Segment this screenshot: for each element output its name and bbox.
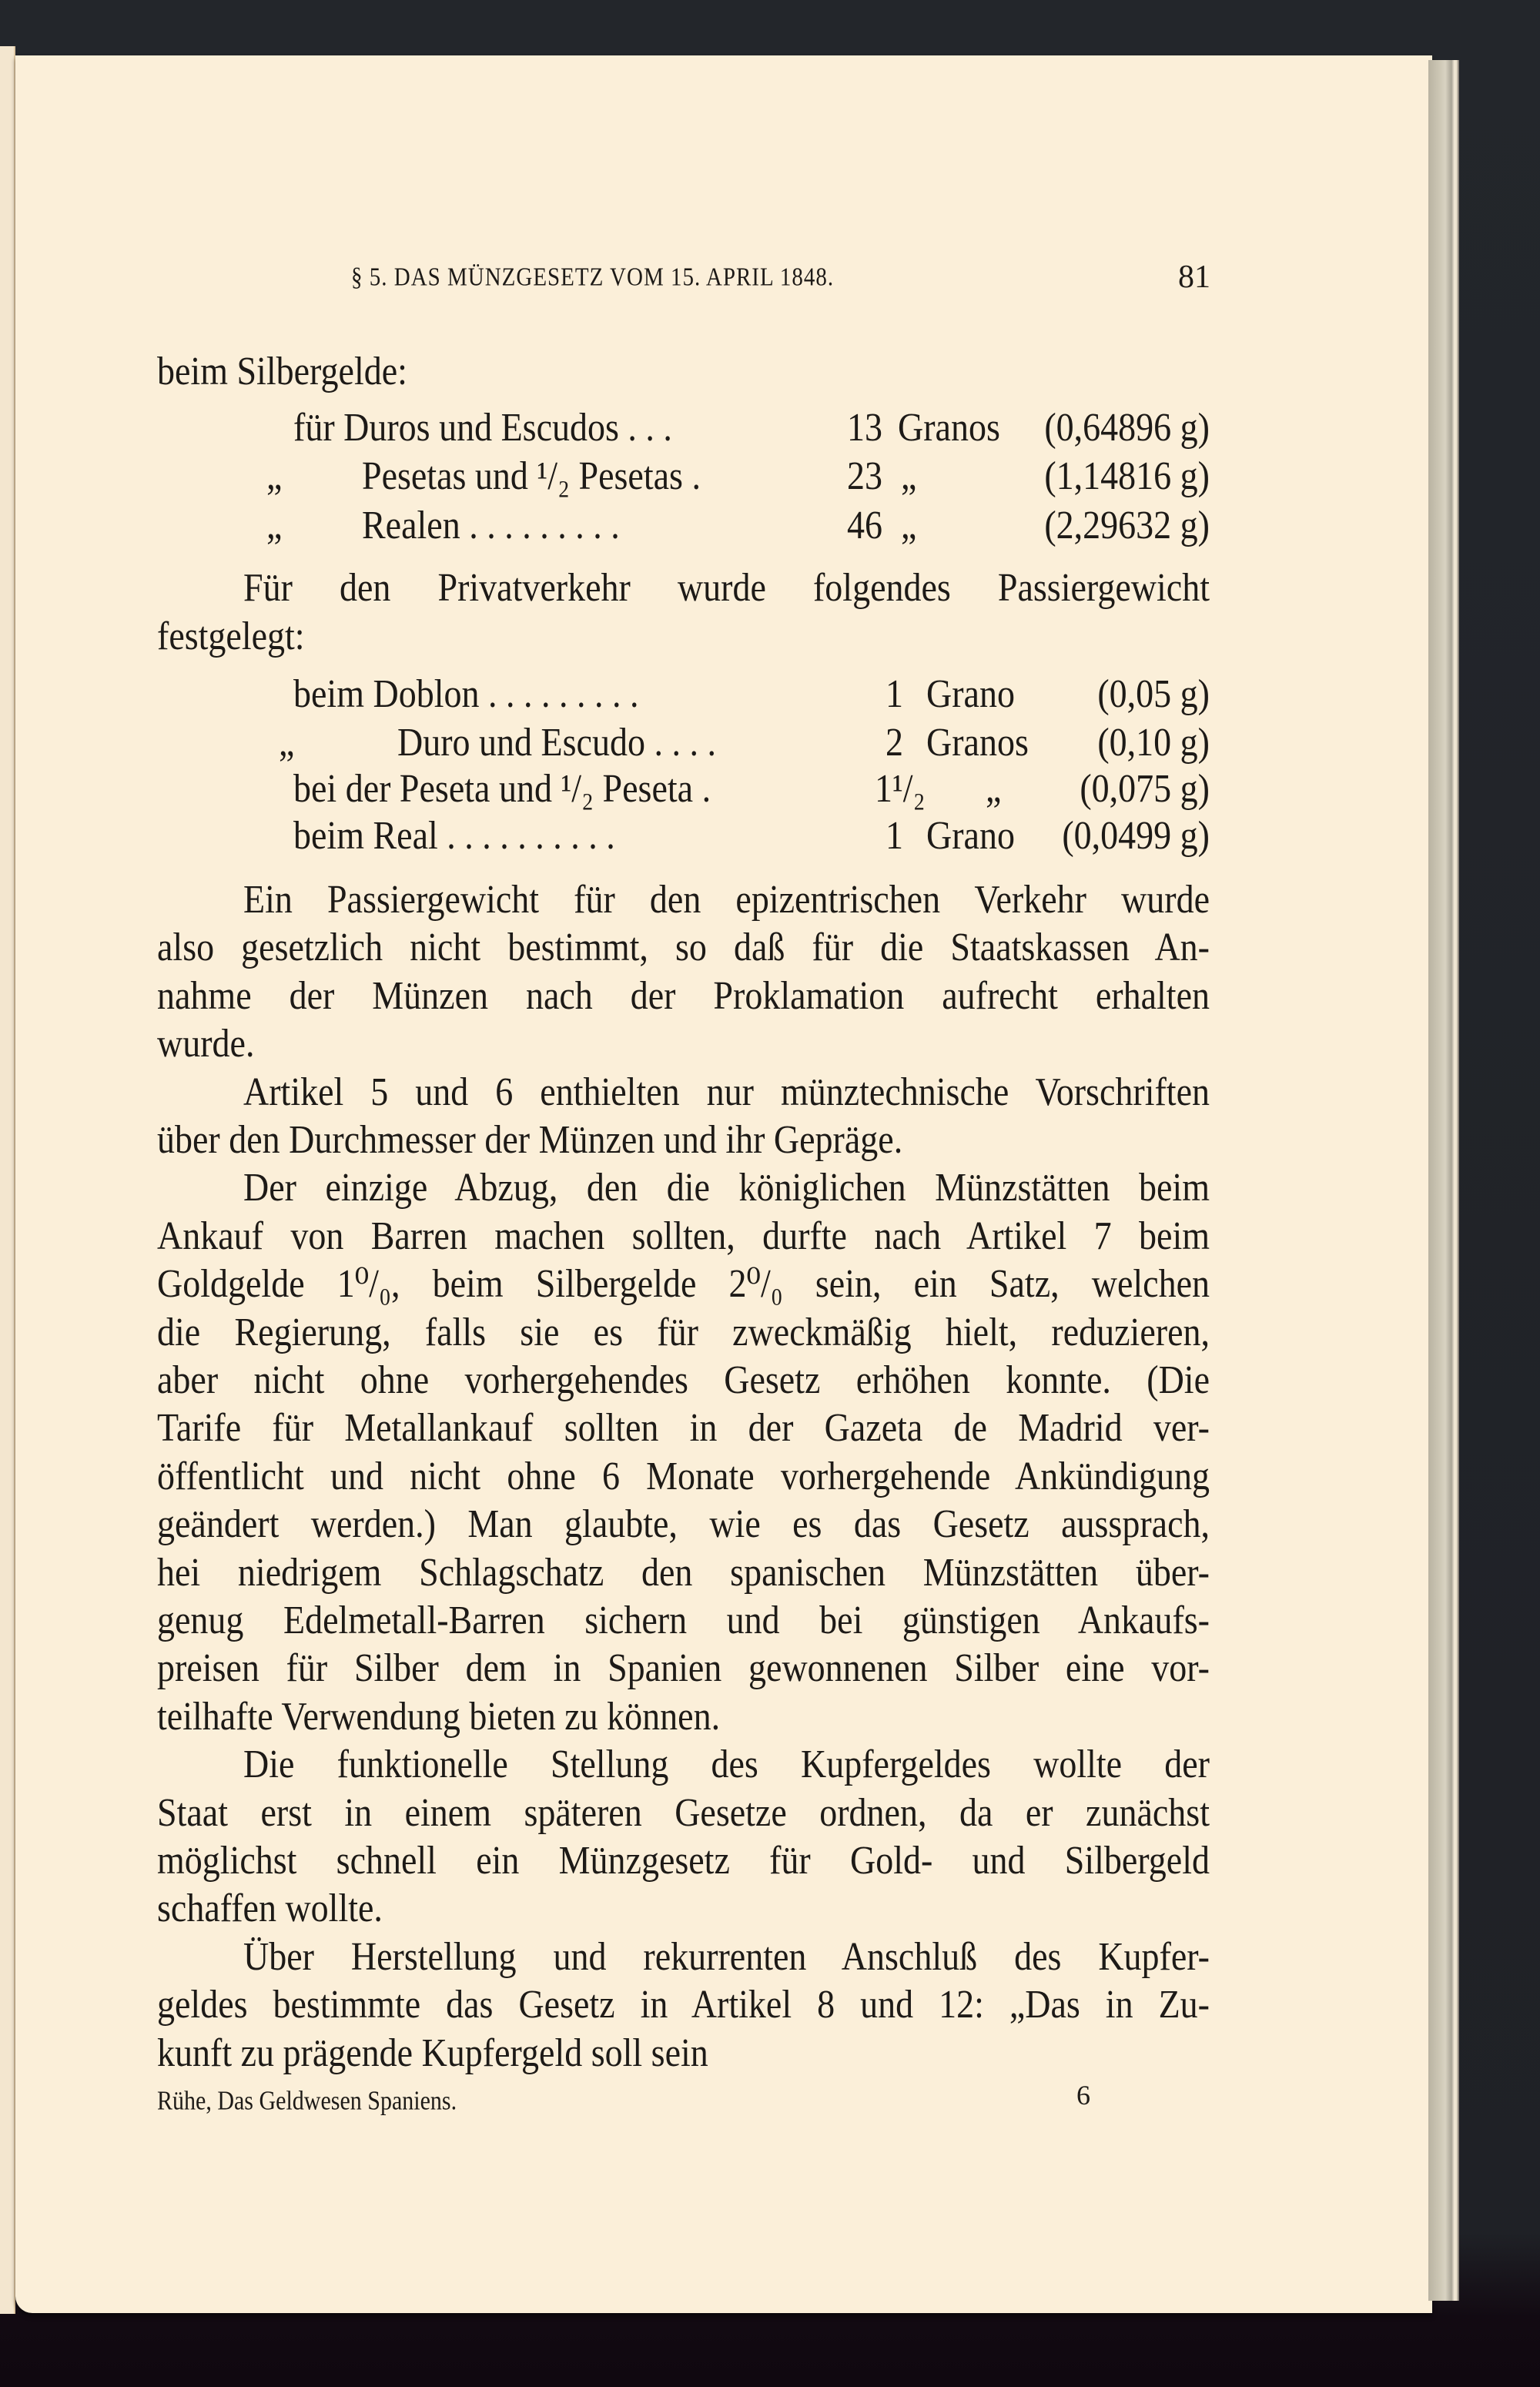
ditto-mark: „ — [279, 719, 295, 764]
unit: „ — [901, 502, 917, 547]
paragraph-line: über den Durchmesser der Münzen und ihr Gepräge. — [157, 1116, 903, 1161]
paragraph-line: genug Edelmetall-Barren sichern und bei günstigen Ankaufs- — [157, 1597, 1210, 1642]
paragraph-line: Für den Privatverkehr wurde folgendes Passiergewicht — [243, 564, 1210, 609]
paragraph-line: öffentlicht und nicht ohne 6 Monate vorhergehende Ankündigung — [157, 1453, 1210, 1498]
paragraph-line: die Regierung, falls sie es für zweckmäßig hielt, reduzieren, — [157, 1309, 1210, 1354]
paragraph-line: Ein Passiergewicht für den epizentrischen Verkehr wurde — [243, 876, 1210, 921]
gram-value: (0,10 g) — [1097, 719, 1210, 764]
granos-value: 2 — [886, 719, 903, 764]
table-row — [0, 718, 1210, 767]
paragraph-line: also gesetzlich nicht bestimmt, so daß für die Staatskassen An- — [157, 925, 1210, 969]
paragraph-line: Staat erst in einem späteren Gesetze ordnen, da er zunächst — [157, 1789, 1210, 1834]
paragraph-line: Die funktionelle Stellung des Kupfergeldes wollte der — [243, 1742, 1210, 1786]
running-header: § 5. DAS MÜNZGESETZ VOM 15. APRIL 1848. — [351, 263, 835, 292]
paragraph-line: geldes bestimmte das Gesetz in Artikel 8 und 12: „Das in Zu- — [157, 1982, 1210, 2027]
paragraph-line: Ankauf von Barren machen sollten, durfte nach Artikel 7 beim — [157, 1213, 1210, 1257]
gram-value: (1,14816 g) — [1044, 453, 1210, 497]
paragraph-line: kunft zu prägende Kupfergeld soll sein — [157, 2030, 708, 2074]
gram-value: (0,05 g) — [1097, 671, 1210, 715]
granos-value: 46 — [847, 502, 882, 547]
coin-label: bei der Peseta und ¹/₂ Peseta . — [293, 765, 711, 810]
footer-book-title: Rühe, Das Geldwesen Spaniens. — [157, 2086, 457, 2116]
paragraph-line: Über Herstellung und rekurrenten Anschluß des Kupfer- — [243, 1933, 1210, 1978]
paragraph-line: Tarife für Metallankauf sollten in der Gazeta de Madrid ver- — [157, 1405, 1210, 1450]
granos-value: 1¹/₂ — [875, 765, 926, 810]
paragraph-line: festgelegt: — [157, 613, 305, 658]
table-row — [0, 403, 1210, 452]
table-row — [0, 501, 1210, 550]
coin-label: Realen . . . . . . . . . — [362, 502, 620, 547]
gram-value: (0,075 g) — [1080, 765, 1210, 810]
granos-value: 13 — [847, 404, 882, 449]
page-block-edge — [1428, 60, 1459, 2301]
ditto-mark: „ — [266, 453, 283, 497]
paragraph-line: Goldgelde 1⁰/₀, beim Silbergelde 2⁰/₀ sein, ein Satz, welchen — [157, 1261, 1210, 1306]
paragraph-line: schaffen wollte. — [157, 1886, 383, 1930]
gram-value: (0,0499 g) — [1062, 812, 1210, 857]
paragraph-line: möglichst schnell ein Münzgesetz für Gold- und Silbergeld — [157, 1837, 1210, 1882]
gram-value: (2,29632 g) — [1044, 502, 1210, 547]
table-row — [0, 670, 1210, 718]
unit: „ — [986, 765, 1002, 810]
paragraph-line: geändert werden.) Man glaubte, wie es das Gesetz aussprach, — [157, 1502, 1210, 1546]
paragraph-line: aber nicht ohne vorhergehendes Gesetz erhöhen konnte. (Die — [157, 1357, 1210, 1401]
unit: Grano — [926, 812, 1015, 857]
unit: Granos — [898, 404, 1000, 449]
ditto-mark: „ — [266, 502, 283, 547]
unit: Granos — [926, 719, 1029, 764]
paragraph-line: preisen für Silber dem in Spanien gewonnenen Silber eine vor- — [157, 1645, 1210, 1690]
paragraph-line: Artikel 5 und 6 enthielten nur münztechnische Vorschriften — [243, 1069, 1210, 1113]
unit: „ — [901, 453, 917, 497]
table-row — [0, 765, 1210, 813]
granos-value: 23 — [847, 453, 882, 497]
table-row — [0, 812, 1210, 860]
coin-label: Duro und Escudo . . . . — [397, 719, 716, 764]
granos-value: 1 — [886, 812, 903, 857]
paragraph-line: hei niedrigem Schlagschatz den spanischen Münzstätten über- — [157, 1549, 1210, 1594]
facing-page-edge — [0, 46, 15, 2314]
paragraph-line: nahme der Münzen nach der Proklamation aufrecht erhalten — [157, 973, 1210, 1017]
signature-mark: 6 — [1076, 2080, 1090, 2111]
paragraph-line: Der einzige Abzug, den die königlichen Münzstätten beim — [243, 1165, 1210, 1210]
coin-label: beim Real . . . . . . . . . . — [293, 812, 615, 857]
coin-label: Pesetas und ¹/₂ Pesetas . — [362, 453, 701, 497]
table-row — [0, 452, 1210, 500]
page-number: 81 — [1178, 259, 1210, 295]
unit: Grano — [926, 671, 1015, 715]
coin-label: für Duros und Escudos . . . — [293, 404, 672, 449]
section-label: beim Silbergelde: — [157, 348, 407, 393]
paragraph-line: wurde. — [157, 1021, 255, 1066]
paragraph-line: teilhafte Verwendung bieten zu können. — [157, 1693, 721, 1738]
gram-value: (0,64896 g) — [1044, 404, 1210, 449]
granos-value: 1 — [886, 671, 903, 715]
coin-label: beim Doblon . . . . . . . . . — [293, 671, 639, 715]
